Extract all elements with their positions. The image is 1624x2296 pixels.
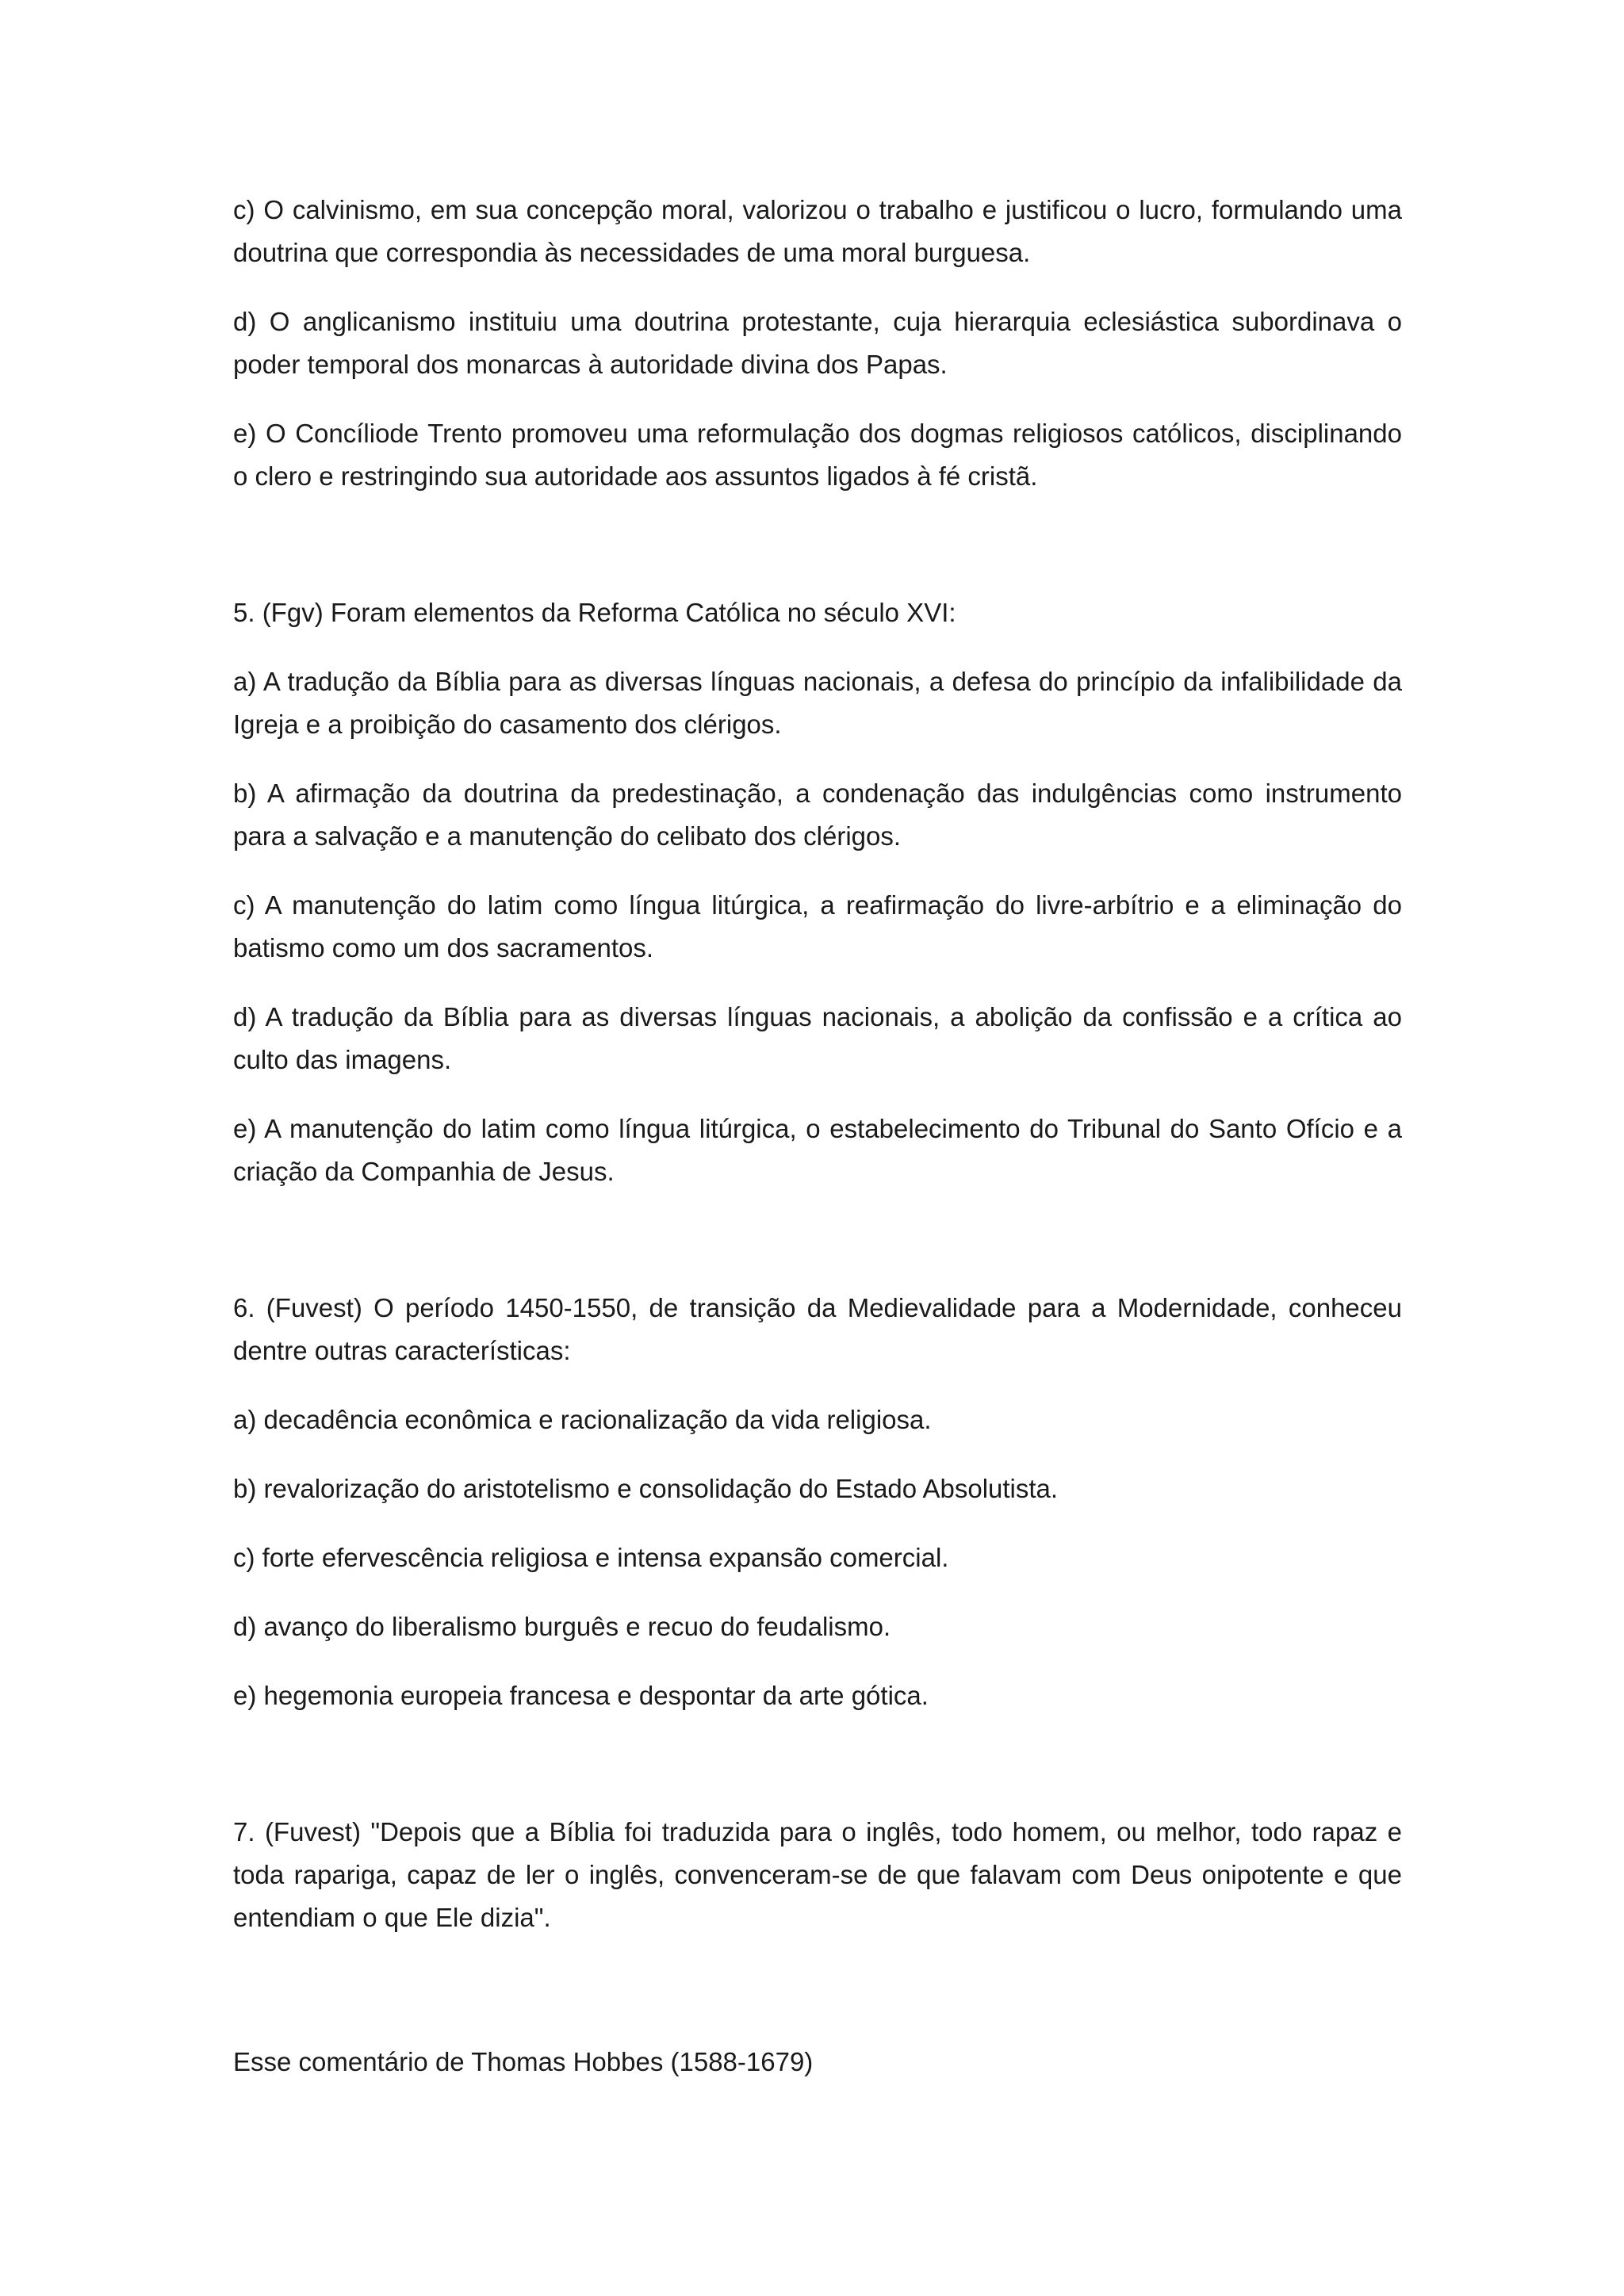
q6-option-b: b) revalorização do aristotelismo e consolidação do Estado Absolutista. xyxy=(233,1474,1059,1503)
q5-question: 5. (Fgv) Foram elementos da Reforma Católica no século XVI: xyxy=(233,598,956,627)
q5-option-c: c) A manutenção do latim como língua litúrgica, a reafirmação do livre-arbítrio e a eliminação do batismo como um dos sacramentos. xyxy=(233,890,1402,962)
q4-option-e: e) O Concíliode Trento promoveu uma reformulação dos dogmas religiosos católicos, disciplinando o clero e restringindo sua autoridade aos assuntos ligados à fé cristã. xyxy=(233,419,1402,491)
q4-option-d: d) O anglicanismo instituiu uma doutrina protestante, cuja hierarquia eclesiástica subordinava o poder temporal dos monarcas à autoridade divina dos Papas. xyxy=(233,307,1402,379)
q5-option-e: e) A manutenção do latim como língua litúrgica, o estabelecimento do Tribunal do Santo Ofício e a criação da Companhia de Jesus. xyxy=(233,1114,1402,1186)
q6-option-c: c) forte efervescência religiosa e intensa expansão comercial. xyxy=(233,1543,949,1572)
document-body xyxy=(233,189,1402,2110)
q5-option-a: a) A tradução da Bíblia para as diversas línguas nacionais, a defesa do princípio da infalibilidade da Igreja e a proibição do casamento dos clérigos. xyxy=(233,667,1402,739)
q6-option-d: d) avanço do liberalismo burguês e recuo do feudalismo. xyxy=(233,1612,891,1641)
q4-option-c: c) O calvinismo, em sua concepção moral, valorizou o trabalho e justificou o lucro, formulando uma doutrina que correspondia às necessidades de uma moral burguesa. xyxy=(233,195,1402,267)
q6-option-e: e) hegemonia europeia francesa e despontar da arte gótica. xyxy=(233,1681,929,1710)
q7-followup: Esse comentário de Thomas Hobbes (1588-1679) xyxy=(233,2047,814,2076)
q7-question: 7. (Fuvest) "Depois que a Bíblia foi traduzida para o inglês, todo homem, ou melhor, todo rapaz e toda rapariga, capaz de ler o inglês, convenceram-se de que falavam com Deus onipotente e que entendiam o que Ele dizia". xyxy=(233,1817,1402,1932)
q5-option-d: d) A tradução da Bíblia para as diversas línguas nacionais, a abolição da confissão e a crítica ao culto das imagens. xyxy=(233,1002,1402,1074)
q6-option-a: a) decadência econômica e racionalização da vida religiosa. xyxy=(233,1405,932,1434)
q6-question: 6. (Fuvest) O período 1450-1550, de transição da Medievalidade para a Modernidade, conheceu dentre outras características: xyxy=(233,1293,1402,1365)
q5-option-b: b) A afirmação da doutrina da predestinação, a condenação das indulgências como instrumento para a salvação e a manutenção do celibato dos clérigos. xyxy=(233,779,1402,851)
